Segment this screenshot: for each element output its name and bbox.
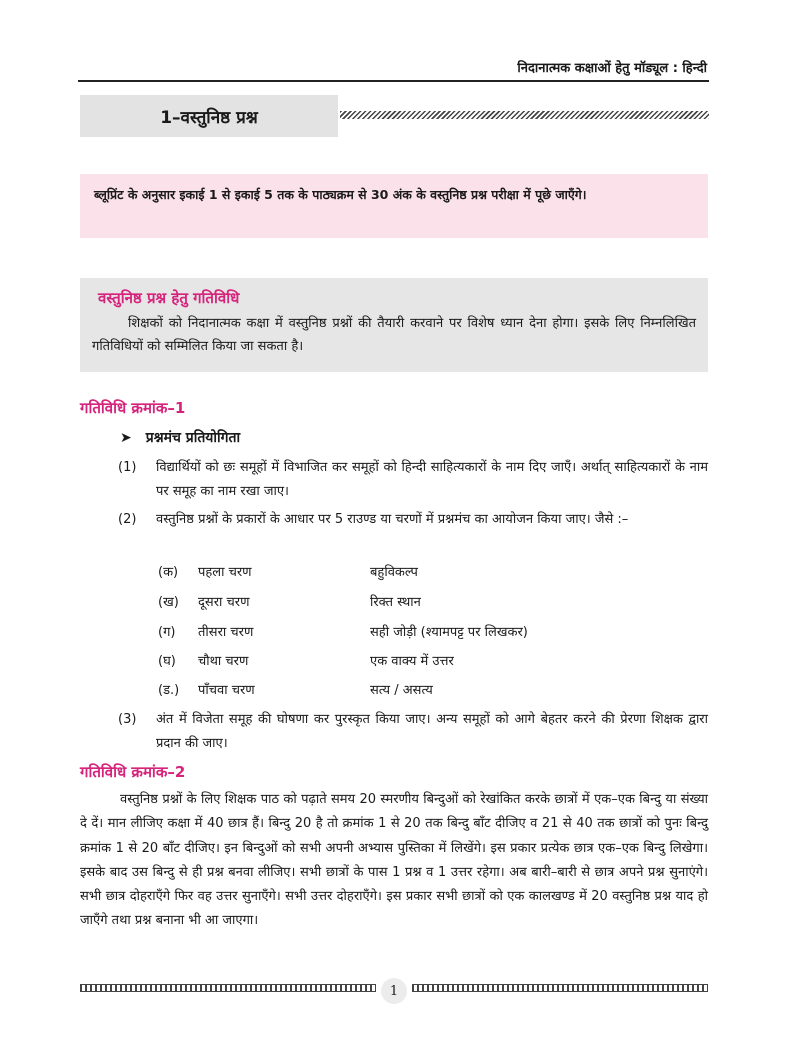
item-text: वस्तुनिष्ठ प्रश्नों के प्रकारों के आधार पर 5 राउण्ड या चरणों में प्रश्नमंच का आयोजन किया जाए। जैसे :– [156,512,629,527]
header-rule [78,80,709,82]
stage-name: पहला चरण [198,565,252,580]
item-number: (1) [118,460,137,475]
stage-row [158,562,658,586]
stage-name: दूसरा चरण [198,595,250,610]
stage-type: सही जोड़ी (श्यामपट्ट पर लिखकर) [370,625,528,640]
stage-label: (ग) [158,625,176,640]
activity-info-box [80,278,708,372]
stage-type: सत्य / असत्य [370,683,433,698]
stage-type: एक वाक्य में उत्तर [370,654,454,669]
stage-label: (ड.) [158,683,180,698]
activity-info-text: शिक्षकों को निदानात्मक कक्षा में वस्तुनिष्ठ प्रश्नों की तैयारी करवाने पर विशेष ध्यान देना होगा। इसके लिए निम्नलिखित गतिविधियों को सम्मिलित किया जा सकता है। [92,316,696,354]
arrow-bullet-icon: ➤ [120,429,132,446]
stage-name: पाँचवा चरण [198,683,255,698]
activity-2-heading: गतिविधि क्रमांक–2 [80,763,186,781]
stage-label: (क) [158,565,179,580]
stage-name: चौथा चरण [198,654,249,669]
stage-row [158,680,658,704]
footer-stripe-right [412,984,708,992]
activity-2-paragraph: वस्तुनिष्ठ प्रश्नों के लिए शिक्षक पाठ को पढ़ाते समय 20 स्मरणीय बिन्दुओं को रेखांकित करके छात्रों में एक–एक बिन्दु या संख्या दे दें। मान लीजिए कक्षा में 40 छात्र हैं। बिन्दु 20 है तो क्रमांक 1 से 20 तक बिन्दु बाँट दीजिए व 21 से 40 तक छात्रों को पुनः बिन्दु क्रमांक 1 से 20 बाँट दीजिए। इन बिन्दुओं को सभी अपनी अभ्यास पुस्तिका में लिखेंगे। इस प्रकार प्रत्येक छात्र एक–एक बिन्दु लिखेगा। इसके बाद उस बिन्दु से ही प्रश्न बनवा लीजिए। सभी छात्रों के पास 1 प्रश्न व 1 उत्तर रहेगा। अब बारी–बारी से छात्र अपने प्रश्न सुनाएंगे। सभी छात्र दोहराएँगे फिर वह उत्तर सुनाएँगे। सभी उत्तर दोहराएँगे। इस प्रकार सभी छात्रों को एक कालखण्ड में 20 वस्तुनिष्ठ प्रश्न याद हो जाएँगे तथा प्रश्न बनाना भी आ जाएगा। [80,792,708,929]
stage-type: रिक्त स्थान [370,595,421,610]
title-decorative-stripe [340,111,709,119]
stage-row [158,592,658,616]
item-number: (3) [118,712,137,727]
footer-stripe-left [80,984,376,992]
list-item [118,456,708,504]
list-item [118,508,708,532]
section-title: 1–वस्तुनिष्ठ प्रश्न [80,95,338,137]
item-number: (2) [118,512,137,527]
stage-row [158,622,658,646]
subheading-label: प्रश्नमंच प्रतियोगिता [145,430,241,446]
stage-row [158,651,658,675]
activity-1-subheading [120,428,240,447]
stage-label: (घ) [158,654,176,669]
running-header: निदानात्मक कक्षाओं हेतु मॉड्यूल : हिन्दी [517,61,707,76]
list-item [118,708,708,756]
item-text: विद्यार्थियों को छः समूहों में विभाजित कर समूहों को हिन्दी साहित्यकारों के नाम दिए जाएँ। अर्थात् साहित्यकारों के नाम पर समूह का नाम रखा जाए। [156,460,708,499]
activity-1-heading: गतिविधि क्रमांक–1 [80,399,186,417]
blueprint-note: ब्लूप्रिंट के अनुसार इकाई 1 से इकाई 5 तक के पाठ्यक्रम से 30 अंक के वस्तुनिष्ठ प्रश्न परीक्षा में पूछे जाएँगे। [80,174,708,238]
stage-name: तीसरा चरण [198,625,254,640]
item-text: अंत में विजेता समूह की घोषणा कर पुरस्कृत किया जाए। अन्य समूहों को आगे बेहतर करने की प्रेरणा शिक्षक द्वारा प्रदान की जाए। [156,712,708,751]
stage-label: (ख) [158,595,179,610]
page-number: 1 [381,978,407,1004]
activity-info-heading: वस्तुनिष्ठ प्रश्न हेतु गतिविधि [98,289,240,307]
stage-type: बहुविकल्प [370,565,418,580]
